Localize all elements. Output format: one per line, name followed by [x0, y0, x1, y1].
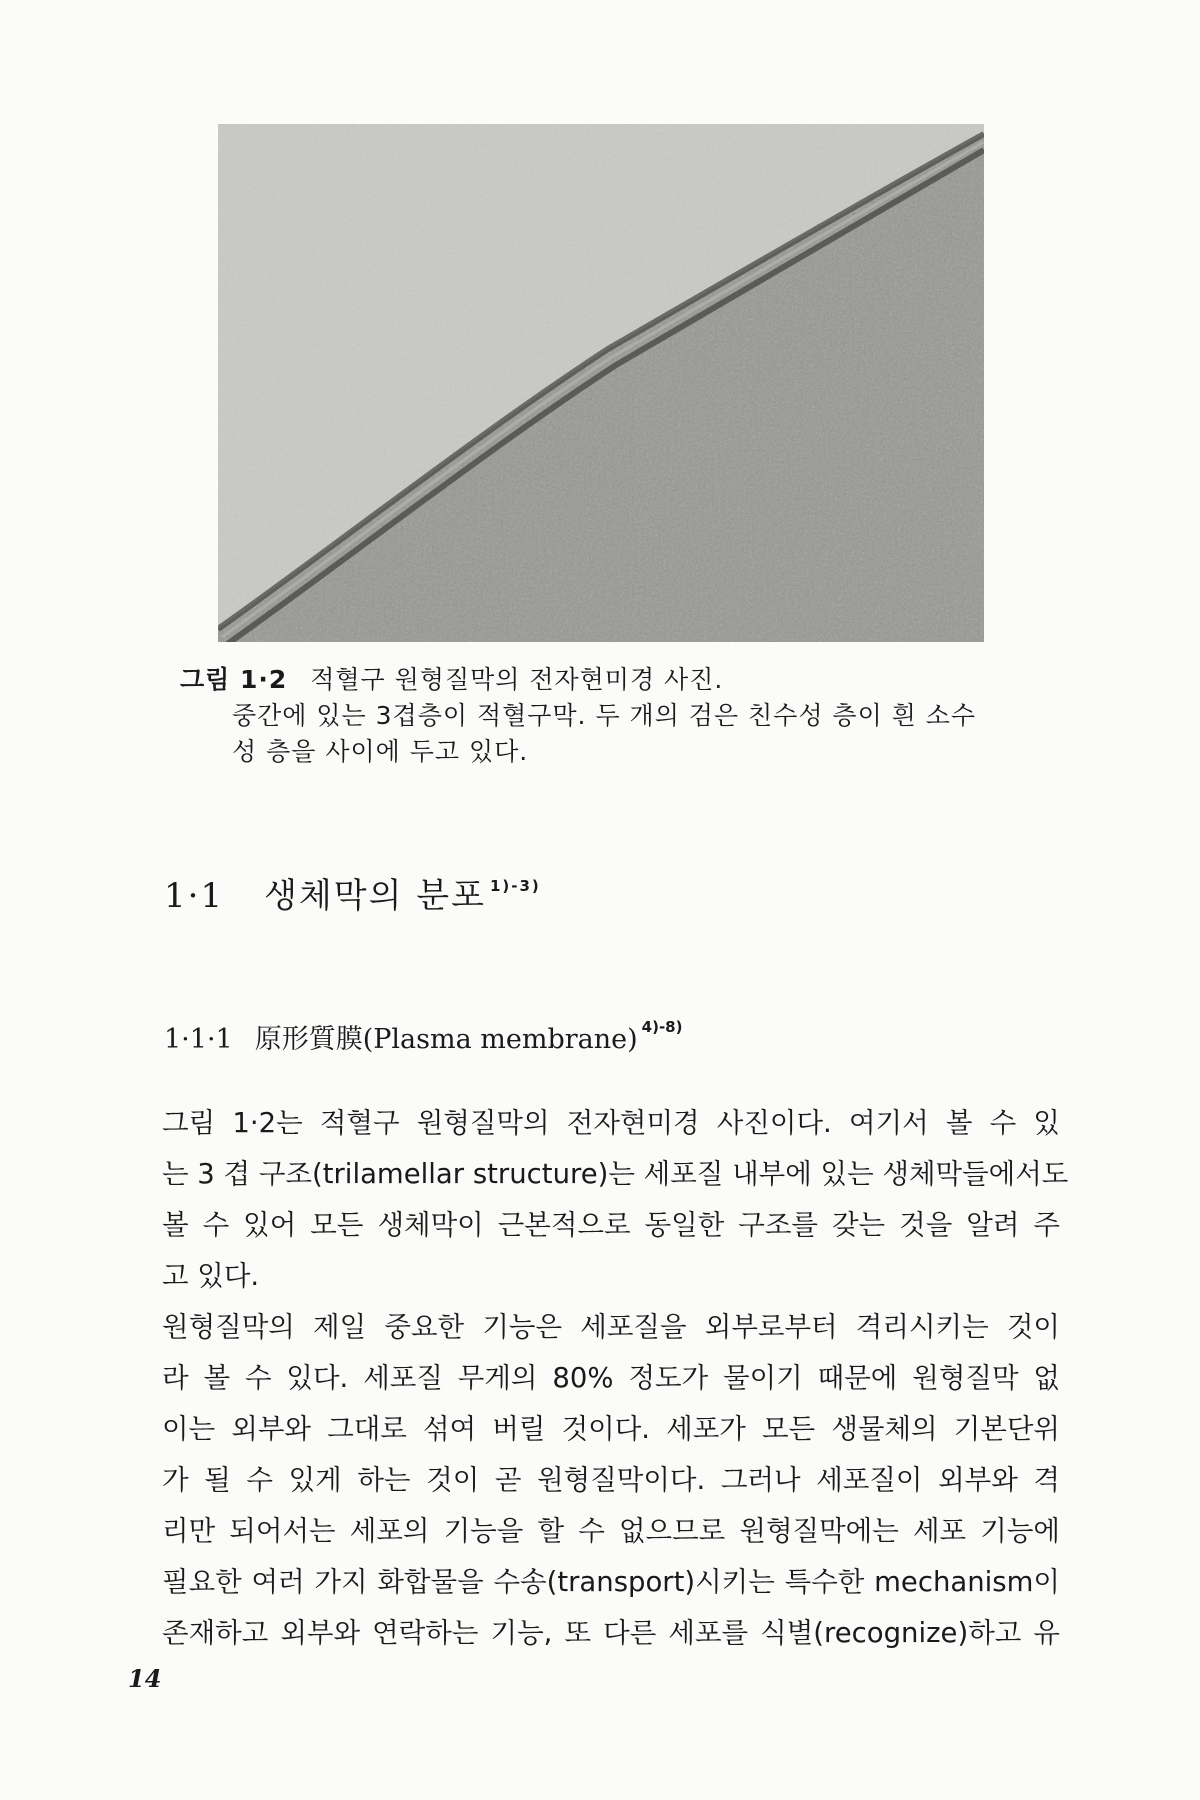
page-number: 14	[128, 1664, 162, 1693]
body-text	[132, 1098, 1069, 1659]
micrograph-illustration	[218, 124, 984, 642]
figure-caption-body	[180, 698, 1040, 770]
figure-label: 그림 1·2	[180, 665, 288, 694]
figure-caption	[180, 662, 1040, 770]
text-line: 고 있다.	[162, 1260, 260, 1292]
text-line: 가 될 수 있게 하는 것이 곧 원형질막이다. 그러나 세포질이 외부와 격	[162, 1464, 1060, 1496]
figure-caption-title: 적혈구 원형질막의 전자현미경 사진.	[310, 665, 724, 694]
micrograph-image	[218, 124, 984, 642]
section-number: 1·1	[164, 876, 225, 916]
text-line: 그림 1·2는 적혈구 원형질막의 전자현미경 사진이다. 여기서 볼 수 있	[162, 1107, 1060, 1139]
paragraph	[132, 1098, 1069, 1302]
subsection-number: 1·1·1	[164, 1024, 233, 1055]
section-heading	[164, 868, 541, 917]
subsection-heading	[164, 1017, 682, 1056]
section-title: 생체막의 분포	[264, 876, 486, 916]
text-line: 필요한 여러 가지 화합물을 수송(transport)시키는 특수한 mechanism이	[162, 1566, 1060, 1598]
text-line: 리만 되어서는 세포의 기능을 할 수 없으므로 원형질막에는 세포 기능에	[162, 1515, 1060, 1547]
text-line: 존재하고 외부와 연락하는 기능, 또 다른 세포를 식별(recognize)하고 유	[162, 1617, 1060, 1649]
section-refs: 1)-3)	[489, 877, 541, 895]
text-line: 이는 외부와 그대로 섞여 버릴 것이다. 세포가 모든 생물체의 기본단위	[162, 1413, 1060, 1445]
text-line: 볼 수 있어 모든 생체막이 근본적으로 동일한 구조를 갖는 것을 알려 주	[162, 1209, 1060, 1241]
caption-line: 성 층을 사이에 두고 있다.	[232, 737, 529, 766]
subsection-refs: 4)-8)	[641, 1018, 683, 1036]
text-line: 원형질막의 제일 중요한 기능은 세포질을 외부로부터 격리시키는 것이	[162, 1311, 1060, 1343]
caption-line: 중간에 있는 3겹층이 적혈구막. 두 개의 검은 친수성 층이 흰 소수	[232, 701, 977, 730]
text-line: 는 3 겹 구조(trilamellar structure)는 세포질 내부에 있는 생체막들에서도	[162, 1158, 1069, 1190]
subsection-title: 原形質膜(Plasma membrane)	[254, 1024, 638, 1055]
text-line: 라 볼 수 있다. 세포질 무게의 80% 정도가 물이기 때문에 원형질막 없	[162, 1362, 1060, 1394]
paragraph	[132, 1302, 1060, 1659]
